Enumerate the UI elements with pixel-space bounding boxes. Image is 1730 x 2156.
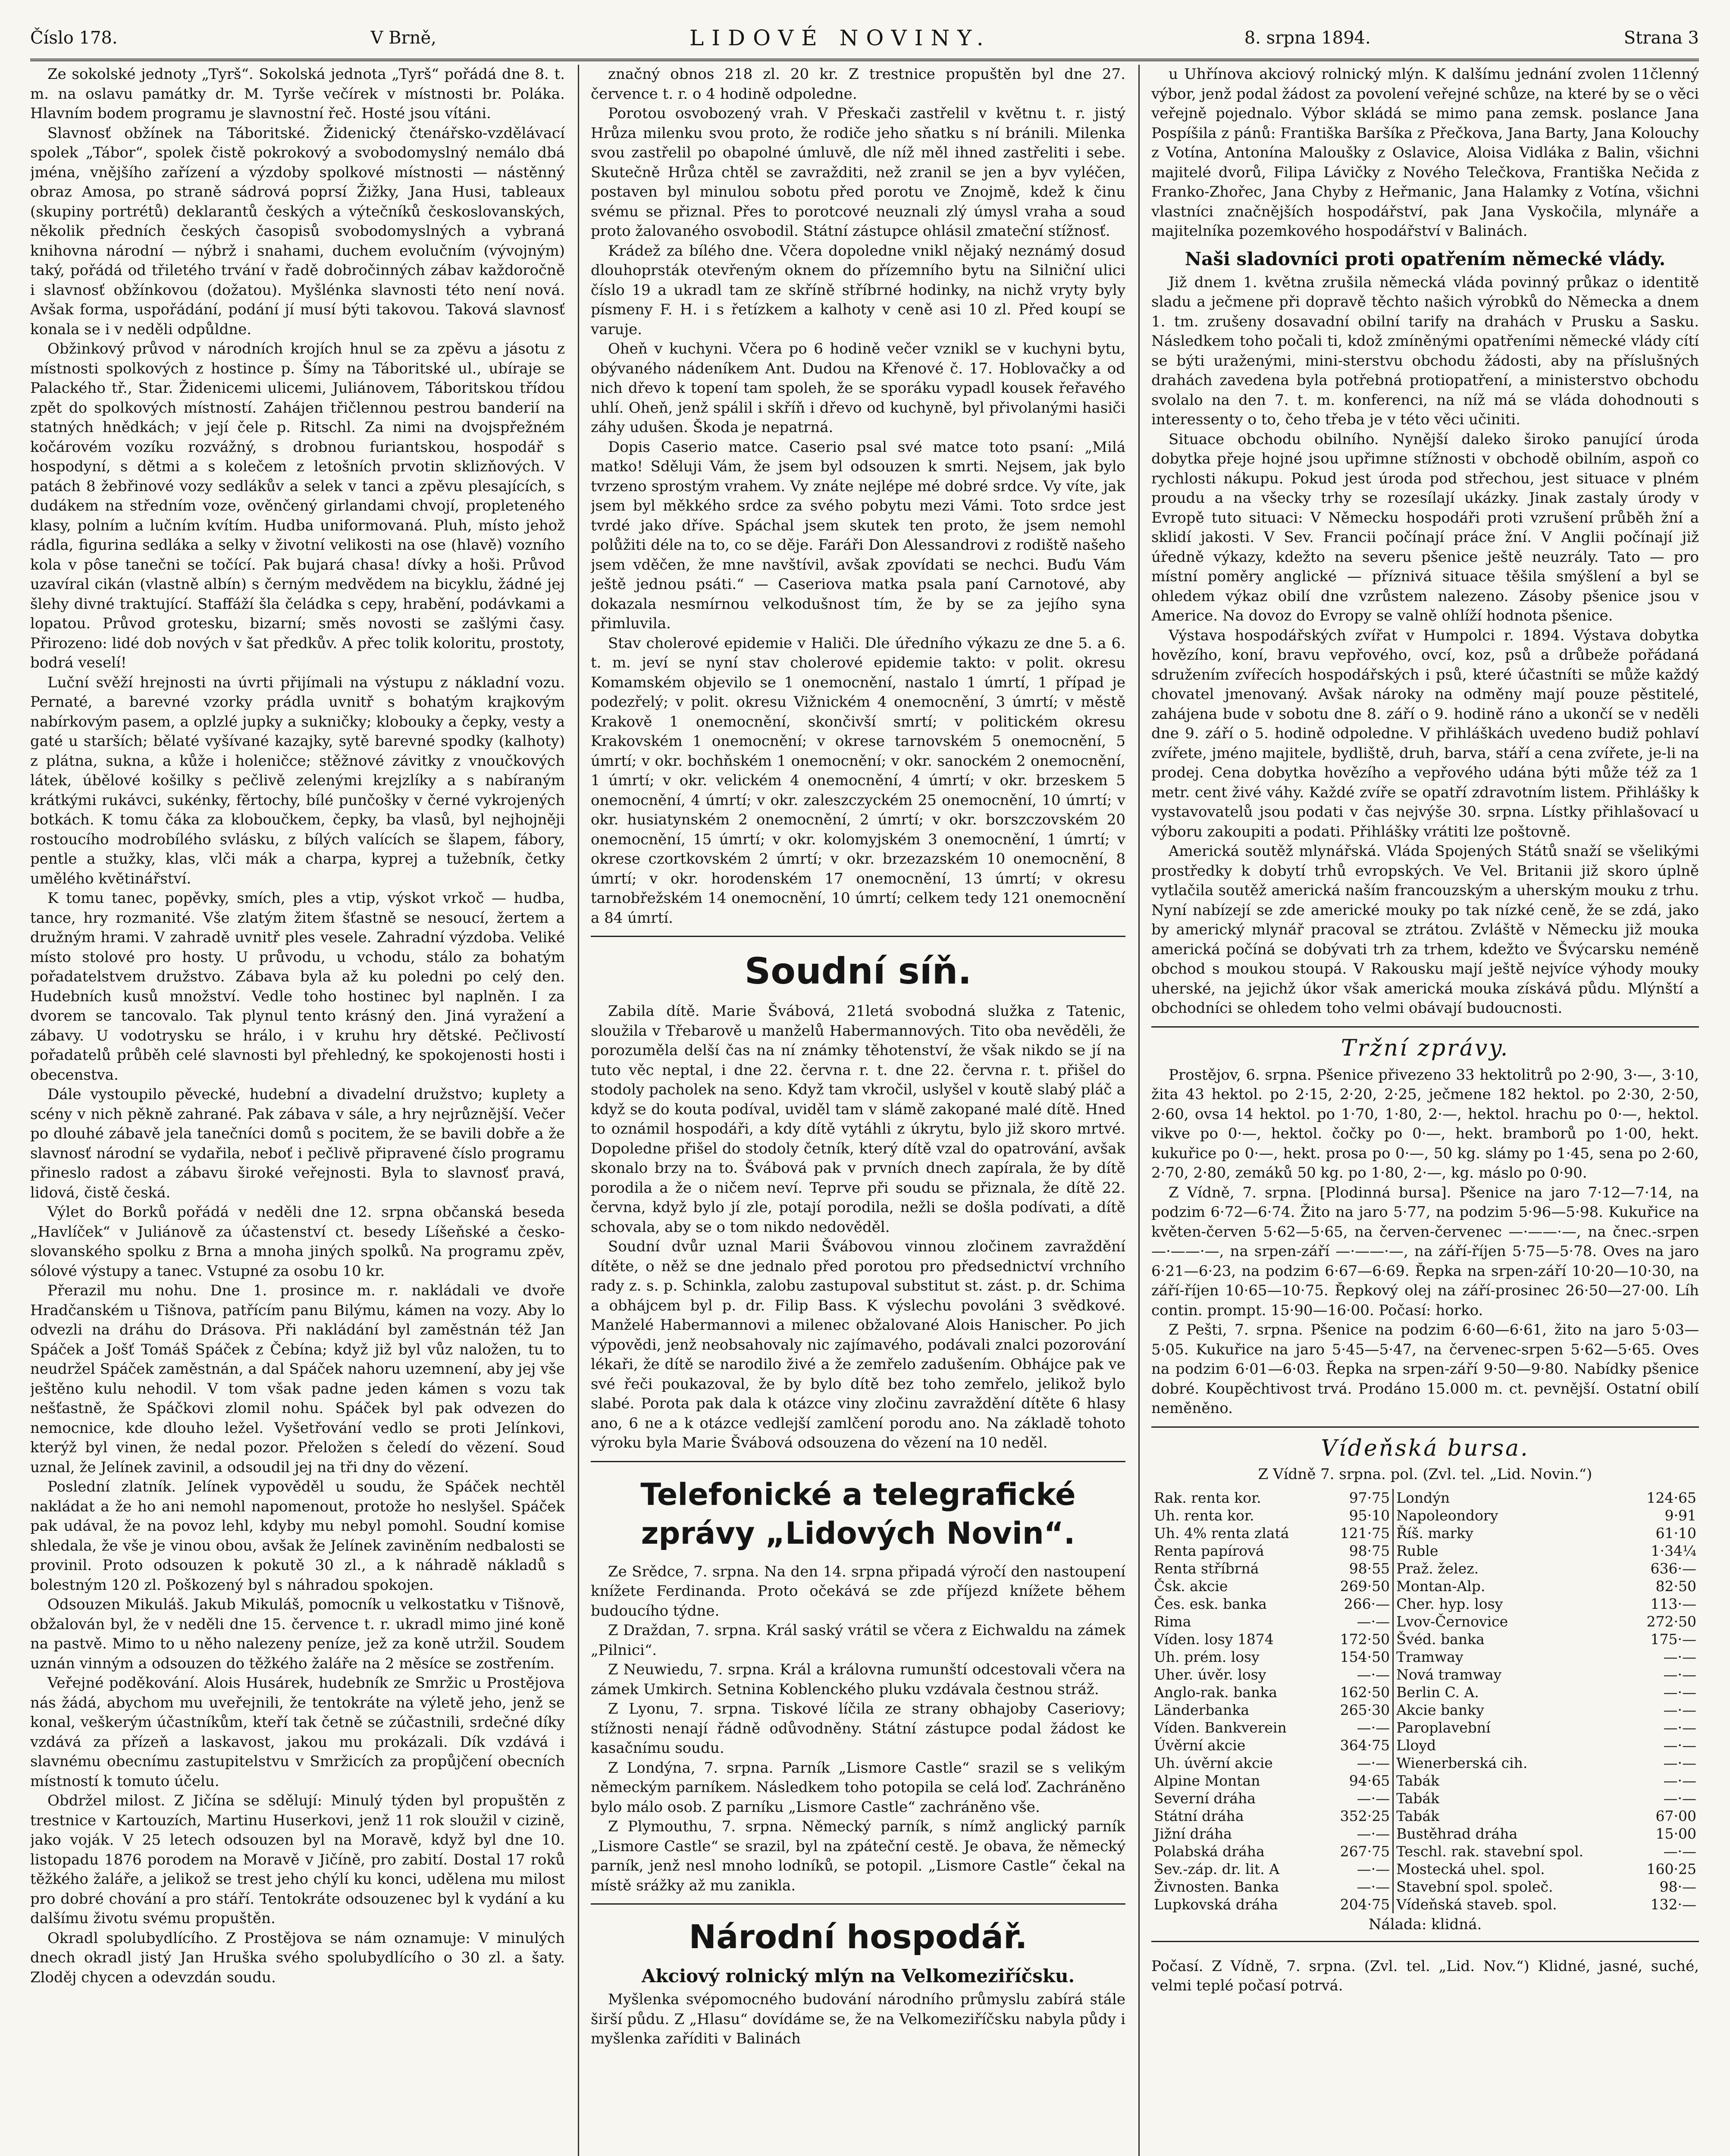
section-heading-telegrafy: Telefonické a telegrafické zprávy „Lidových Novin“. [640, 1476, 1076, 1551]
bursa-row [1151, 1719, 1699, 1736]
issue-date: 8. srpna 1894. [1244, 28, 1371, 48]
bursa-row [1151, 1860, 1699, 1878]
bursa-table [1151, 1489, 1699, 1913]
article-paragraph: K tomu tanec, popěvky, smích, ples a vtip, výskot vrkoč — hudba, tance, hry rozmanité. Vše zlatým žitem šťastně se nesoucí, žertem a družným hrami. V zahradě uvnitř ples vesele. Zahradní výzdoba. Veliké místo stolové pro hosty. U průvodu, u vchodu, stálo za bohatým pořadatelstvem družstvo. Zábava byla až ku poledni po celý den. Hudebních kusů množství. Vedle toho hostinec byl naplněn. I za dvorem se tancovalo. Tak plynul tento krásný den. Jiná vyražení a zábavy. U vodotrysku se hrálo, i v kruhu hry dětské. Pečlivostí pořadatelů průběh celé slavnosti byl přehledný, ke spokojenosti hosti i obecenstva. [30, 890, 565, 1084]
security-price: —·— [1324, 1789, 1393, 1807]
newspaper-page [30, 17, 1699, 2156]
security-price: —·— [1663, 1701, 1696, 1718]
bursa-row [1151, 1825, 1699, 1843]
security-price: —·— [1324, 1878, 1393, 1896]
security-price: —·— [1663, 1719, 1696, 1736]
section-divider [591, 1461, 1125, 1462]
article-title: Naši sladovníci proti opatřením německé vlády. [1185, 248, 1666, 270]
security-price: 132·— [1650, 1896, 1696, 1913]
column-2 [591, 65, 1125, 2156]
security-price: 160·25 [1646, 1860, 1696, 1877]
security-price: 272·50 [1646, 1613, 1696, 1630]
section-divider [1151, 1426, 1699, 1428]
security-price: 98·— [1659, 1878, 1696, 1895]
section-divider [591, 1903, 1125, 1905]
section-divider [1151, 1941, 1699, 1942]
article-paragraph: Luční svěží hrejnosti na úvrti přijímali na výstupu z nákladní vozu. Pernaté, a barevné vzorky prádla uvnitř s bohatým krajkovým nabírkovým pasem, a oplzlé jupky a sukničky; klobouky a čepky, vesty a gaté u starších; bělaté vyšívané kazajky, sytě barevné spodky (kalhoty) z plátna, sukna, a kůže i holeničce; stěžnové závitky z vnoučkových látek, úbělové košilky s pečlivě zelenými krejzlíky a s nabíraným krátkými rukávci, sukénky, fěrtochy, bílé punčošky v černé vykrojených botkách. K tomu čáka za kloboučkem, čepky, ba vlasů, byl nejhojněji rostoucího modrobílého svlásku, z bílých valících se šlapem, fábory, pentle a stužky, klas, vlči mák a charpa, kyprej a tužebník, četky umělého květinářství. [30, 674, 565, 887]
article-paragraph: Dále vystoupilo pěvecké, hudební a divadelní družstvo; kuplety a scény v nich pěkně zahrané. Pak zábava v sále, a hry nejrůznější. Večer po dlouhé zábavě jela tanečníci domů s pocitem, že se bavili dobře a že slavnosť národní se vydařila, neboť i pečlivě připravené číslo programu přineslo radost a zábavu široké veřejnosti. Byla to slavnosť pravá, lidová, čistě česká. [30, 1086, 565, 1201]
market-report: Z Pešti, 7. srpna. Pšenice na podzim 6·60—6·61, žito na jaro 5·03—5·05. Kukuřice na jaro 5·45—5·47, na červenec-srpen 5·62—5·65. Oves na podzim 6·01—6·03. Řepka na srpen-září 9·50—9·80. Nabídky pšenice dobré. Koupěchtivost trvá. Prodáno 15.000 m. ct. pevnější. Ostatní obilí neměněno. [1151, 1321, 1699, 1417]
article-paragraph: u Uhřínova akciový rolnický mlýn. K dalšímu jednání zvolen 11členný výbor, jenž podal žádost za povolení veřejné schůze, na které by se o věci veřejně pojednalo. Výbor skládá se mimo pana zemsk. poslance Jana Pospíšila z pánů: Františka Baršíka z Přečkova, Jana Barty, Jana Kolouchy z Votína, Antonína Maloušky z Oslavice, Aloisa Vidláka z Balin, všichni majitelé dvorů, Filipa Lávičky z Nového Telečkova, Františka Nečida z Franko-Zhořec, Jana Chyby z Heřmanic, Jana Halamky z Votína, všichni vlastníci značnějších hospodářství, pak Jana Vyskočila, mlynáře a majitelníka pozemkového hospodářství v Balinách. [1151, 66, 1699, 240]
article-paragraph: Přerazil mu nohu. Dne 1. prosince m. r. nakládali ve dvoře Hradčanském u Tišnova, patřícím panu Bilýmu, kámen na vozy. Aby lo odvezli na dráhu do Drásova. Při nakládání byl zaměstnán též Jan Spáček a Jošť Tomáš Spáček z Čebína; když již byl vůz naložen, tu to neudržel Spáček zaměstnán, a dal Spáček nahoru uzemnení, aby jej vše ještěno kulu nehodil. V tom však padne jeden kámen s vozu tak nešťastně, že Spáčkovi zlomil nohu. Spáček byl pak odvezen do nemocnice, kde dlouho ležel. Vyšetřování vedlo se proti Jelínkovi, kterýž byl vinen, že nedal pozor. Přeložen s čeledí do vězení. Soud uznal, že Jelínek zavinil, a odsoudil jej na tři dny do vězení. [30, 1282, 565, 1476]
security-price: 175·— [1650, 1630, 1696, 1648]
security-name: Cher. hyp. losy [1396, 1595, 1503, 1612]
article-paragraph: Již dnem 1. května zrušila německá vláda povinný průkaz o identitě sladu a ječmene při dopravě těchto našich výrobků do Německa a dnem 1. tm. zrušeny dosavadní obilní tarify na drahách v Prusku a Sasku. Následkem toho počali ti, kdož zmíněnými opatřeními německé vlády cítí se býti uraženými, mini-sterstvu obchodu žádosti, aby na příslušných drahách zavedena byla potřebná protiopatření, a ministerstvo obchodu svolalo na den 7. t. m. konferenci, na níž má se vláda dohodnouti s interessenty o to, čeho třeba je v této věci učiniti. [1151, 273, 1699, 428]
security-name: Tabák [1396, 1789, 1439, 1807]
security-price: —·— [1663, 1666, 1696, 1683]
market-report: Prostějov, 6. srpna. Pšenice přivezeno 33 hektolitrů po 2·90, 3·—, 3·10, žita 43 hektol. po 2·15, 2·20, 2·25, ječmene 182 hektol. po 2·30, 2·50, 2·60, ovsa 14 hektol. po 1·70, 1·80, 2·—, hektol. hrachu po 0·—, hektol. vikve po 0·—, hektol. čočky po 0·—, hekt. bramborů po 1·00, hekt. kukuřice po 0·—, hekt. prosa po 0·—, 50 kg. slámy po 1·45, sena po 2·60, 2·70, 2·80, zemáků 50 kg. po 1·80, 2·—, kg. máslo po 0·90. [1151, 1066, 1699, 1181]
article-paragraph: Ze Srědce, 7. srpna. Na den 14. srpna připadá výročí den nastoupení knížete Ferdinanda. Proto očekává se zde příjezd knížete během budoucího týdne. [591, 1563, 1125, 1620]
security-name: Londýn [1396, 1489, 1450, 1506]
city: V Brně, [370, 28, 436, 48]
bursa-row [1151, 1736, 1699, 1754]
bursa-row [1151, 1648, 1699, 1666]
security-price: 113·— [1650, 1595, 1696, 1612]
security-name: Říš. marky [1396, 1524, 1473, 1542]
security-price: —·— [1663, 1754, 1696, 1771]
security-name: Víden. losy 1874 [1154, 1630, 1274, 1648]
security-name: Sev.-záp. dr. lit. A [1154, 1860, 1280, 1877]
bursa-row [1151, 1772, 1699, 1789]
security-price: —·— [1324, 1613, 1393, 1630]
security-price: 121·75 [1324, 1524, 1393, 1542]
security-name: Mostecká uhel. spol. [1396, 1860, 1545, 1877]
security-name: Teschl. rak. stavební spol. [1396, 1843, 1584, 1860]
article-paragraph: Zabila dítě. Marie Švábová, 21letá svobodná služka z Tatenic, sloužila v Třebarově u manželů Habermannových. Tito oba nevěděli, že porozuměla delší čas na ní známky těhotenství, že však nikdo se jí na tuto věc neptal, i dne 22. června r. t. dne 22. června r. t. přišel do stodoly pacholek na seno. Když tam vkročil, uslyšel v koutě slabý pláč a když se do kouta podíval, uviděl tam v slámě zakopané malé dítě. Hned to oznámil hospodáři, a kdy dítě vytáhli z úkrytu, bylo již skoro mrtvé. Dopoledne přišel do stodoly četník, který dítě vzal do opatrování, avšak skonalo brzy na to. Švábová pak v prvních dnech zapírala, že by dítě porodila a že o ničem neví. Teprve při soudu se přiznala, že dítě 22. června, když bylo jí zle, potají porodila, nežli se došla podívati, a dítě schovala, aby se o tom nikdo nedověděl. [591, 1003, 1125, 1236]
security-price: —·— [1663, 1736, 1696, 1754]
columns [30, 65, 1699, 2156]
bursa-row [1151, 1507, 1699, 1524]
security-price: —·— [1324, 1825, 1393, 1843]
security-price: 364·75 [1324, 1736, 1393, 1754]
security-name: Stavební spol. společ. [1396, 1878, 1553, 1895]
bursa-row [1151, 1701, 1699, 1719]
security-price: —·— [1663, 1772, 1696, 1789]
security-name: Lloyd [1396, 1736, 1436, 1754]
security-price: 9·91 [1664, 1507, 1696, 1524]
article-paragraph: značný obnos 218 zl. 20 kr. Z trestnice propuštěn byl dne 27. července t. r. o 4 hodině odpoledne. [591, 66, 1125, 103]
security-price: 97·75 [1324, 1489, 1393, 1507]
column-1 [30, 65, 565, 2156]
market-report: Z Vídně, 7. srpna. [Plodinná bursa]. Pšenice na jaro 7·12—7·14, na podzim 6·72—6·74. Žito na jaro 5·77, na podzim 5·96—5·98. Kukuřice na květen-červen 5·62—5·65, na červen-červenec —·——·—, na čnec.-srpen —·——·—, na srpen-září —·——·—, na září-říjen 5·75—5·78. Oves na jaro 6·21—6·23, na podzim 6·67—6·69. Řepka na srpen-září 10·20—10·30, na září-říjen 10·65—10·75. Řepkový olej na září-prosinec 26·50—27·00. Líh contin. prompt. 15·90—16·00. Počasí: horko. [1151, 1184, 1699, 1319]
security-name: Ruble [1396, 1542, 1439, 1559]
bursa-row [1151, 1489, 1699, 1507]
article-paragraph: Veřejné poděkování. Alois Husárek, hudebník ze Smržic u Prostějova nás žádá, abychom mu uveřejnili, že tentokráte na výletě jeho, jenž se konal, veškerým účastníkům, kteří tak četně se zúčastnili, srdečné díky vzdává za přízeň a laskavost, jakou mu prokázali. Dík vzdává i slavnému obecnímu zastupitelstvu v Smržicích za propůjčení obecních místností k tomuto účelu. [30, 1674, 565, 1790]
column-rule [578, 65, 579, 2156]
security-price: 204·75 [1324, 1896, 1393, 1913]
bursa-row [1151, 1789, 1699, 1807]
article-paragraph: Soudní dvůr uznal Marii Švábovou vinnou zločinem zavraždění dítěte, o něž se dne jednalo před porotou pro předsednictví vrchního rady z. s. p. Schinkla, zalobu zastupoval substitut st. zást. p. dr. Schima a obhájcem byl p. dr. Filip Bass. K výslechu povoláni 3 svědkové. Manželé Habermannovi a milenec obžalované Alois Hanischer. Po jich výpovědi, jenž neobsahovaly nic zajímavého, podávali znalci pozorování lékaři, že dítě se narodilo živé a že zemřelo zadušením. Obhájce pak ve své řeči poukazoval, že by bylo dítě bez toho zemřelo, jelikož bylo slabé. Porota pak dala k otázce viny zločinu zavraždění dítěte 6 hlasy ano, 6 ne a k otázce vedlejší zamlčení porodu ano. Na základě tohoto výroku byla Marie Švábová odsouzena do vězení na 10 neděl. [591, 1238, 1125, 1451]
security-name: Vídeňská staveb. spol. [1396, 1896, 1557, 1913]
security-name: Uh. 4% renta zlatá [1154, 1524, 1289, 1542]
article-paragraph: Porotou osvobozený vrah. V Přeskači zastřelil v květnu t. r. jistý Hrůza milenku svou proto, že rodiče jeho sňatku s ní bránili. Milenka svou zastřelil po obapolné úmluvě, dle níž měl ihned zastřeliti i sebe. Skutečně Hrůza chtěl se zavražditi, než zranil se jen a byv vyléčen, postaven byl minulou sobotu před porotu ve Znojmě, kdež k činu svému se přiznal. Přes to porotcové neuznali zlý úmysl vraha a soud proto žalovaného osvobodil. Státní zástupce ohlásil zmateční stížnosť. [591, 105, 1125, 240]
security-name: Tabák [1396, 1807, 1439, 1824]
article-paragraph: Myšlenka svépomocného budování národního průmyslu zabírá stále širší půdu. Z „Hlasu“ dovídáme se, že na Velkomeziříčsku nabyla půdy i myšlenka zaříditi v Balinách [591, 1991, 1125, 2047]
security-price: —·— [1324, 1666, 1393, 1683]
security-price: 61·10 [1655, 1524, 1696, 1542]
article-paragraph: Stav cholerové epidemie v Haliči. Dle úředního výkazu ze dne 5. a 6. t. m. jeví se nyní stav cholerové epidemie takto: v polit. okresu Komamském objevilo se 1 onemocnění, nastalo 1 úmrtí, 1 případ je podezřelý; v polit. okresu Vižnickém 4 onemocnění, 3 úmrtí; v městě Krakově 1 onemocnění, skončivší smrtí; v politickém okresu Krakovském 1 onemocnění; v okrese tarnovském 5 onemocnění, 5 úmrtí; v okr. bochňském 1 onemocnění; v okr. sanockém 2 onemocnění, 1 úmrtí; v okr. velickém 4 onemocnění, 4 úmrtí; v okr. brzeskem 5 onemocnění, 4 úmrtí; v okr. zaleszczyckém 25 onemocnění, 10 úmrtí; v okr. husiatynském 2 onemocnění, 2 úmrtí; v okr. borszczovském 20 onemocnění, 15 úmrtí; v okr. kolomyjském 3 onemocnění, 1 úmrtí; v okrese czortkovském 2 úmrtí; v okr. brzezazském 10 onemocnění, 8 úmrtí; v okr. horodenském 17 onemocnění, 13 úmrtí; v okresu tarnobřežském 14 onemocnění, 10 úmrtí; celkem tedy 121 onemocnění a 84 úmrtí. [591, 634, 1125, 927]
security-price: 1·34¼ [1651, 1542, 1696, 1559]
article-paragraph: Oheň v kuchyni. Včera po 6 hodině večer vznikl se v kuchyni bytu, obývaného nádeníkem Ant. Dudou na Křenové č. 17. Hoblovačky a od nich dřevo k topení tam spoleh, že se sporáku vypadl kousek řeřavého uhlí. Oheň, jenž spálil i skříň i dřevo od kuchyně, byl přivolanými hasiči záhy udušen. Škoda je nepatrná. [591, 340, 1125, 436]
bursa-row [1151, 1878, 1699, 1896]
security-name: Napoleondory [1396, 1507, 1498, 1524]
security-price: —·— [1663, 1843, 1696, 1860]
security-name: Rak. renta kor. [1154, 1489, 1261, 1506]
security-price: 154·50 [1324, 1648, 1393, 1666]
bursa-subtitle: Z Vídně 7. srpna. pol. (Zvl. tel. „Lid. Novin.“) [1258, 1465, 1592, 1483]
article-paragraph: Z Plymouthu, 7. srpna. Německý parník, s nímž anglický parník „Lismore Castle“ se srazil, byl na zpáteční cestě. Je obava, že německý parník, jenž nesl mnoho lodníků, se potopil. „Lismore Castle“ čekal na místě srážky až mu zanikla. [591, 1818, 1125, 1894]
security-name: Renta stříbrná [1154, 1560, 1259, 1577]
article-paragraph: Ze sokolské jednoty „Tyrš“. Sokolská jednota „Tyrš“ pořádá dne 8. t. m. na oslavu památky dr. M. Tyrše večírek v místnosti br. Poláka. Hlavním bodem programu je slavnostní řeč. Hosté jsou vítáni. [30, 66, 565, 122]
article-paragraph: Výstava hospodářských zvířat v Humpolci r. 1894. Výstava dobytka hovězího, koní, bravu vepřového, ovcí, koz, psů a drůbeže pořádaná sdružením zvířecích hospodářských i psů, které účastníti se může každý chovatel jmenovaný. Avšak nároky na odměny mají pouze pěstitelé, zahájena bude v sobotu dne 8. září o 9. hodině ráno a ukončí se v neděli dne 9. září o 5. hodině odpoledne. V přihláškách uvedeno budiž pohlaví zvířete, jméno majitele, bydliště, druh, barva, stáří a cena zvířete, je-li na prodej. Cena dobytka hovězího a vepřového udána býti může též za 1 metr. cent živé váhy. Každé zvíře se opatří zdravotním listem. Přihlášky k vystavovatelů jsou podati v čas nejvýše 30. srpna. Lístky přihlašovací u výboru zakoupiti a podati. Přihlášky vrátiti lze poštovně. [1151, 627, 1699, 840]
security-price: 94·65 [1324, 1772, 1393, 1789]
article-paragraph: Z Lyonu, 7. srpna. Tiskové líčila ze strany obhajoby Caseriovy; stížnosti nenají řádně odůvodněny. Státní zástupce podal žádost ke kasačnímu soudu. [591, 1700, 1125, 1757]
security-name: Akcie banky [1396, 1701, 1484, 1718]
security-price: 98·55 [1324, 1560, 1393, 1577]
security-price: 172·50 [1324, 1630, 1393, 1648]
security-name: Tabák [1396, 1772, 1439, 1789]
bursa-row [1151, 1524, 1699, 1542]
bursa-row [1151, 1754, 1699, 1772]
article-title: Akciový rolnický mlýn na Velkomeziříčsku. [641, 1965, 1075, 1987]
security-name: Čes. esk. banka [1154, 1595, 1267, 1612]
security-name: Anglo-rak. banka [1154, 1683, 1277, 1701]
security-name: Berlin C. A. [1396, 1683, 1479, 1701]
security-price: —·— [1324, 1754, 1393, 1772]
security-name: Živnosten. Banka [1154, 1878, 1279, 1895]
section-heading-narodni-hospodar: Národní hospodář. [689, 1918, 1028, 1956]
security-name: Jižní dráha [1154, 1825, 1232, 1842]
bursa-row [1151, 1843, 1699, 1860]
security-price: 67·00 [1655, 1807, 1696, 1824]
bursa-row [1151, 1807, 1699, 1825]
article-paragraph: Americká soutěž mlynářská. Vláda Spojených Států snaží se všelikými prostředky k dobytí trhů evropských. Ve Vel. Britanii již skoro úplně vytlačila soutěž americká naším francouzským a uherským mouku z trhu. Nyní nabízejí se zde americké mouky po tak nízké ceně, že se zdá, jako by americký mlynář pracoval se ztrátou. Zvláště v Německu již mouka americká počíná se dobývati trh za trhem, kdežto ve Švýcarsku neméně obchod s moukou stoupá. V Rakousku mají ještě nejvíce výhody mouky uherské, na jejichž úkor však americká mouka získává půdu. Mlýnští a obchodníci se ohledem toho velmi obávají budoucnosti. [1151, 843, 1699, 1017]
security-price: 82·50 [1655, 1577, 1696, 1595]
page-number: Strana 3 [1623, 28, 1699, 48]
article-paragraph: Poslední zlatník. Jelínek vypověděl u soudu, že Spáček nechtěl nakládat a že ho ani nemohl napomenout, protože ho neslyšel. Spáček pak udával, že na povoz lehl, kdyby mu nebyl pomohl. Soudní komise shledala, že vše je vinou obou, avšak že Jelínek zaviněním nedbalosti se provinil. Proto odsouzen k pokutě 30 zl., a k náhradě nákladů s bolestným 120 zl. Poškozený byl s náhradou spokojen. [30, 1478, 565, 1594]
security-name: Renta papírová [1154, 1542, 1264, 1559]
weather-report: Počasí. Z Vídně, 7. srpna. (Zvl. tel. „Lid. Nov.“) Klidné, jasné, suché, velmi teplé počasí potrvá. [1151, 1957, 1699, 1994]
bursa-row [1151, 1666, 1699, 1683]
security-name: Uher. úvěr. losy [1154, 1666, 1266, 1683]
security-name: Länderbanka [1154, 1701, 1249, 1718]
section-divider [591, 936, 1125, 937]
section-divider [1151, 1026, 1699, 1028]
bursa-row [1151, 1613, 1699, 1630]
security-name: Praž. želez. [1396, 1560, 1479, 1577]
security-price: 95·10 [1324, 1507, 1393, 1524]
article-paragraph: Dopis Caserio matce. Caserio psal své matce toto psaní: „Milá matko! Sděluji Vám, že jsem byl odsouzen k smrti. Nejsem, jak bylo tvrzeno sprostým vrahem. Vy znáte nejlépe mé dobré srdce. Vy víte, jak jsem byl měkkého srdce za svého pobytu mezi Vámi. Toto srdce jest tvrdé jako dříve. Spáchal jsem skutek ten proto, že jsem nemohl polůžiti déle na to, co se děje. Faráři Don Alessandrovi z rodiště našeho jsem vděčen, že mne navštívil, avšak zpovídati se nechci. Buďu Vám ještě jednou psáti.“ — Caseriova matka psala paní Carnotové, aby dokazala nesmírnou velkodušnost tím, že by se za jejího syna přimluvila. [591, 438, 1125, 632]
issue-number: Číslo 178. [30, 28, 118, 48]
article-paragraph: Slavnosť obžínek na Táboritské. Židenický čtenářsko-vzdělávací spolek „Tábor“, spolek čistě pokrokový a svobodomyslný nemálo dbá jména, vnějšího zařízení a výzdoby spolkové místnosti — nástěnný obraz Amosa, po straně sádrová poprsí Žižky, Jana Husi, tableaux (skupiny portrétů) deklarantů českých a výtečníků českoslovanských, několik předních českých časopisů svobodomyslných a vybraná knihovna národní — nýbrž i snahami, duchem evolučním (vývojným) taký, pořádá od třiletého trvání v řadě dobročinných zábav každoročně i slavnosť obžínkovou (dožatou). Myšlénka slavnosti této není nová. Avšak forma, uspořádání, podání jí musí býti takovou. Taková slavnosť konala se i v neděli odpůldne. [30, 124, 565, 338]
article-paragraph: Z Neuwiedu, 7. srpna. Král a královna rumunští odcestovali včera na zámek Umkirch. Setnina Koblenckého pluku vzdávala čestnou stráž. [591, 1661, 1125, 1698]
security-name: Víden. Bankverein [1154, 1719, 1287, 1736]
running-header [30, 17, 1699, 61]
article-paragraph: Situace obchodu obilního. Nynější daleko široko panující úroda dobytka přeje hojné jsou upřimne stížnosti v obchodě obilním, aspoň co rychlosti nákupu. Pokud jest úroda pod střechou, jest situace v plném proudu a na všecky trhy se rozesílají ukázky. Jinak zastaly úrody v Evropě tuto situaci: V Německu hospodáři proti vzrušení průběh žní a sklidí jakosti. V Sev. Francii počínají práce žní. V Anglii počínají již úředně výkazy, kdežto na severu pšenice ještě neuzrály. Tato — pro místní poměry anglické — příznivá situace těšila smýšlení a byl se ohledem výkaz obilí dne vzrůstem nalezeno. Zásoby pšenice jsou v Americe. Na dovoz do Evropy se valně ohlíží hodnota pšenice. [1151, 430, 1699, 624]
security-price: 98·75 [1324, 1542, 1393, 1560]
article-paragraph: Obdržel milost. Z Jičína se sdělují: Minulý týden byl propuštěn z trestnice v Kartouzích, Martinu Huserkovi, jenž 11 rok sloužil v cizině, jako voják. V 25 letech odsouzen byl na Moravě, když byl dne 10. listopadu 1876 porodem na Moravě v Jičíně, pro zabití. Dostal 17 roků těžkého žaláře, a jelikož se trest jeho chýlí ku konci, udělena mu milost pro dobré chování a pro stáří. Tentokráte odsouzenec byl k vydání a ku dalšímu životu svému propuštěn. [30, 1792, 565, 1927]
security-price: —·— [1663, 1683, 1696, 1701]
security-price: —·— [1663, 1648, 1696, 1665]
bursa-row [1151, 1560, 1699, 1577]
security-price: 162·50 [1324, 1683, 1393, 1701]
column-rule [1138, 65, 1140, 2156]
bursa-row [1151, 1630, 1699, 1648]
bursa-row [1151, 1595, 1699, 1613]
security-name: Lvov-Černovice [1396, 1613, 1508, 1630]
security-name: Lupkovská dráha [1154, 1896, 1278, 1913]
security-name: Tramway [1396, 1648, 1464, 1665]
security-price: 352·25 [1324, 1807, 1393, 1825]
article-paragraph: Okradl spolubydlícího. Z Prostějova se nám oznamuje: V minulých dnech okradl jistý Jan Hruška svého spolubydlícího o 30 zl. a šaty. Zloděj chycen a odevzdán soudu. [30, 1929, 565, 1986]
security-name: Severní dráha [1154, 1789, 1256, 1807]
security-name: Nová tramway [1396, 1666, 1502, 1683]
security-name: Bustěhrad dráha [1396, 1825, 1518, 1842]
security-name: Paroplavební [1396, 1719, 1491, 1736]
article-paragraph: Odsouzen Mikuláš. Jakub Mikuláš, pomocník u velkostatku v Tišnově, obžalován byl, že v neděli dne 15. července t. r. ukradl mimo jiné koně na pastvě. Mimo to u něho nalezeny peníze, jež za koně utržil. Soudem uznán vinným a odsouzen do těžkého žaláře na 2 měsíce se zostřením. [30, 1596, 565, 1672]
security-price: 266·— [1324, 1595, 1393, 1613]
security-price: 269·50 [1324, 1577, 1393, 1595]
security-price: —·— [1324, 1860, 1393, 1878]
bursa-row [1151, 1577, 1699, 1595]
security-name: Uh. úvěrní akcie [1154, 1754, 1273, 1771]
section-heading-viden-bursa: Vídeňská bursa. [1321, 1435, 1529, 1461]
newspaper-title: LIDOVÉ NOVINY. [689, 25, 991, 50]
security-name: Úvěrní akcie [1154, 1736, 1246, 1754]
security-name: Uh. renta kor. [1154, 1507, 1254, 1524]
security-price: 124·65 [1646, 1489, 1696, 1506]
security-name: Švéd. banka [1396, 1630, 1485, 1648]
article-paragraph: Výlet do Borků pořádá v neděli dne 12. srpna občanská beseda „Havlíček“ v Juliánově za účastenství ct. besedy Líšeňské a česko-slovanského spolku z Brna a mnoha jiných spolků. Na programu zpěv, sólové výstupy a tanec. Vstupné za osobu 10 kr. [30, 1203, 565, 1280]
security-price: —·— [1663, 1789, 1696, 1807]
security-price: 15·00 [1655, 1825, 1696, 1842]
security-name: Alpine Montan [1154, 1772, 1260, 1789]
security-name: Polabská dráha [1154, 1843, 1265, 1860]
security-price: 267·75 [1324, 1843, 1393, 1860]
column-3 [1151, 65, 1699, 2156]
section-heading-soudni-sin: Soudní síň. [744, 950, 972, 992]
security-name: Rima [1154, 1613, 1191, 1630]
security-price: 636·— [1650, 1560, 1696, 1577]
security-name: Státní dráha [1154, 1807, 1244, 1824]
article-paragraph: Z Londýna, 7. srpna. Parník „Lismore Castle“ srazil se s velikým německým parníkem. Následkem toho potopila se celá loď. Zachráněno bylo málo osob. Z parníku „Lismore Castle“ zachráněno vše. [591, 1759, 1125, 1816]
security-price: 265·30 [1324, 1701, 1393, 1719]
bursa-row [1151, 1896, 1699, 1913]
section-heading-trzni-zpravy: Tržní zprávy. [1341, 1035, 1510, 1061]
security-name: Montan-Alp. [1396, 1577, 1486, 1595]
security-price: —·— [1324, 1719, 1393, 1736]
security-name: Uh. prém. losy [1154, 1648, 1260, 1665]
article-paragraph: Krádež za bílého dne. Včera dopoledne vnikl nějaký neznámý dosud dlouhoprsták otevřeným oknem do přízemního bytu na Silniční ulici číslo 19 a ukradl tam ze skříně stříbrné hodinky, na nichž vryty byly písmeny F. H. i s řetízkem a kalhoty v ceně asi 10 zl. Před koupí se varuje. [591, 242, 1125, 338]
security-name: Wienerberská cih. [1396, 1754, 1528, 1771]
bursa-row [1151, 1683, 1699, 1701]
article-paragraph: Obžinkový průvod v národních krojích hnul se za zpěvu a jásotu z místnosti spolkových z hostince p. Šímy na Táboritské ul., ubíraje se Palackého tř., Star. Židenicemi ulicemi, Juliánovem, Táboritskou třídou zpět do spolkových místností. Zahájen třičlennou pestrou banderií na statných hnědkách; v její čele p. Ritschl. Za nimi na dvojspřežném kočárovém vozíku rozvážný, s drobnou furiantskou, hospodář s hospodyní, s dětmi a s kolečem z letošních prvotin sklizňových. V patách 8 žebřinové vozy sedlákův a selek v tanci a zpěvu plesajících, s dudákem na středním voze, ověnčený girlandami chvojí, propleteného klasy, polním a lučním kvítím. Hudba uniformovaná. Pluh, místo jehož rádla, figurina sedláka a selky v životní velikosti na ose (hlavě) vozního kola v pôse tanečni se točící. Pak bujará chasa! dívky a hoši. Průvod uzavíral cikán (vlastně albín) s černým medvědem na bicyklu, žádné jej šlehy divné traktující. Staffáží šla čeládka s cepy, hrabění, podávkami a lopatou. Průvod grotesku, bizarní; směs novosti se zašlými časy. Přirozeno: lidé dob nových v šat předkův. A přec tolik koloritu, prostoty, bodrá veselí! [30, 340, 565, 671]
security-name: Čsk. akcie [1154, 1577, 1228, 1595]
article-paragraph: Z Draždan, 7. srpna. Král saský vrátil se včera z Eichwaldu na zámek „Pilnici“. [591, 1622, 1125, 1659]
bursa-row [1151, 1542, 1699, 1560]
market-mood: Nálada: klidná. [1368, 1915, 1482, 1933]
